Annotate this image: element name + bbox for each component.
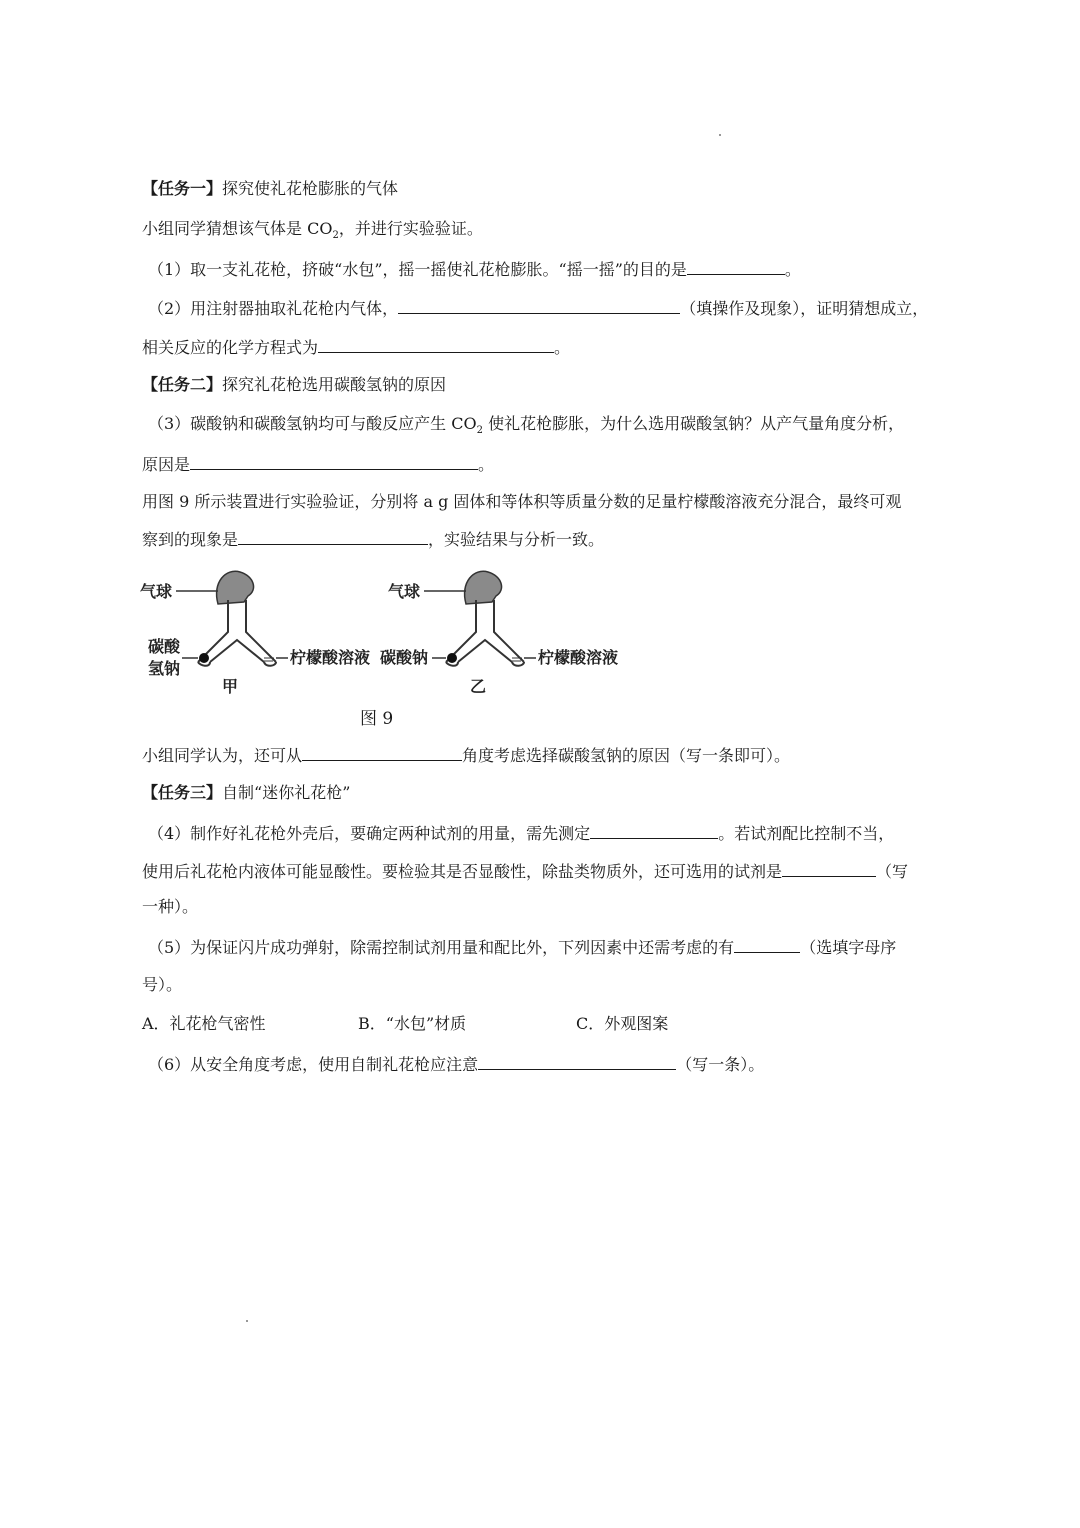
question-2-text: （2）用注射器抽取礼花枪内气体， xyxy=(148,299,399,318)
question-4-text-end: 。若试剂配比控制不当， xyxy=(718,824,895,843)
task1-heading-line xyxy=(142,179,398,199)
punct: 。 xyxy=(478,455,495,474)
question-6-text-end: （写一条）。 xyxy=(676,1055,765,1074)
question-3 xyxy=(148,414,904,441)
question-6 xyxy=(148,1053,764,1075)
task3-heading: 【任务三】 xyxy=(142,783,223,802)
question-3-text-end: 使礼花枪膨胀，为什么选用碳酸氢钠？从产气量角度分析， xyxy=(483,414,905,433)
answer-blank-q5[interactable] xyxy=(734,936,800,953)
question-2-line2 xyxy=(142,336,570,358)
solution-label: 柠檬酸溶液 xyxy=(538,648,619,667)
apparatus-label-jia: 甲 xyxy=(222,677,239,696)
balloon-shape xyxy=(465,571,502,604)
task2-heading-line xyxy=(142,375,446,395)
task3-heading-line xyxy=(142,783,350,803)
question-1 xyxy=(148,258,801,280)
question-5-text-end: （选填字母序 xyxy=(800,938,897,957)
after-figure-text: 小组同学认为，还可从 xyxy=(142,746,303,765)
solid-label-line1: 碳酸 xyxy=(148,637,181,656)
question-5 xyxy=(148,936,896,958)
tube-bottom-right xyxy=(264,662,276,666)
experiment-line1: 用图 9 所示装置进行实验验证，分别将 a g 固体和等体积等质量分数的足量柠檬酸溶液充分混合，最终可观 xyxy=(142,492,902,511)
apparatus-right xyxy=(380,571,618,696)
apparatus-label-yi: 乙 xyxy=(470,677,487,696)
answer-blank-q2-operation[interactable] xyxy=(398,297,680,314)
tube-bottom-right xyxy=(512,662,524,666)
after-figure-line xyxy=(142,744,790,766)
intro-text: 小组同学猜想该气体是 CO xyxy=(142,219,333,238)
question-4 xyxy=(148,822,894,844)
question-4-line2-text: 使用后礼花枪内液体可能显酸性。要检验其是否显酸性，除盐类物质外，还可选用的试剂是 xyxy=(142,862,783,881)
after-figure-text-end: 角度考虑选择碳酸氢钠的原因（写一条即可）。 xyxy=(462,746,791,765)
punct: 。 xyxy=(554,338,571,357)
question-6-text: （6）从安全角度考虑，使用自制礼花枪应注意 xyxy=(148,1055,479,1074)
balloon-label: 气球 xyxy=(140,582,173,601)
task1-intro xyxy=(142,219,483,246)
scan-speck xyxy=(719,134,721,136)
answer-blank-q4-reagent[interactable] xyxy=(782,860,876,877)
task2-title: 探究礼花枪选用碳酸氢钠的原因 xyxy=(222,375,447,394)
solid-label: 碳酸钠 xyxy=(380,648,429,667)
answer-blank-q1[interactable] xyxy=(687,258,785,275)
y-tube xyxy=(198,600,276,662)
experiment-line2-text-end: ，实验结果与分析一致。 xyxy=(428,530,605,549)
intro-text-end: ，并进行实验验证。 xyxy=(338,219,483,238)
solution-label: 柠檬酸溶液 xyxy=(290,648,371,667)
option-a: A．礼花枪气密性 xyxy=(142,1014,266,1033)
balloon-label: 气球 xyxy=(388,582,421,601)
solid-reagent xyxy=(447,653,457,663)
solid-reagent xyxy=(199,653,209,663)
option-b: B．“水包”材质 xyxy=(358,1014,467,1033)
question-2-text-end: （填操作及现象），证明猜想成立， xyxy=(680,299,929,318)
y-tube xyxy=(446,600,524,662)
question-3-text: （3）碳酸钠和碳酸氢钠均可与酸反应产生 CO xyxy=(148,414,477,433)
punct: 。 xyxy=(784,260,801,279)
subscript: 2 xyxy=(476,425,484,437)
answer-blank-q2-equation[interactable] xyxy=(318,336,554,353)
question-2 xyxy=(148,297,928,319)
answer-blank-q6[interactable] xyxy=(478,1053,676,1070)
answer-blank-angle[interactable] xyxy=(302,744,462,761)
option-c: C．外观图案 xyxy=(576,1014,669,1033)
question-5-line2: 号）。 xyxy=(142,975,183,994)
question-3-line2-text: 原因是 xyxy=(142,455,191,474)
question-2-line2-text: 相关反应的化学方程式为 xyxy=(142,338,319,357)
question-5-text: （5）为保证闪片成功弹射，除需控制试剂用量和配比外，下列因素中还需考虑的有 xyxy=(148,938,735,957)
subscript: 2 xyxy=(332,230,339,242)
answer-blank-q4-measure[interactable] xyxy=(590,822,718,839)
question-1-text: （1）取一支礼花枪，挤破“水包”，摇一摇使礼花枪膨胀。“摇一摇”的目的是 xyxy=(148,260,687,279)
apparatus-left xyxy=(140,571,370,696)
answer-blank-q3[interactable] xyxy=(190,453,478,470)
question-4-line3: 一种）。 xyxy=(142,897,199,916)
task1-heading: 【任务一】 xyxy=(142,179,223,198)
scan-speck xyxy=(246,1320,248,1322)
experiment-line2-text: 察到的现象是 xyxy=(142,530,239,549)
question-4-line2-text-end: （写 xyxy=(876,862,909,881)
figure-caption: 图 9 xyxy=(360,709,394,729)
experiment-line2 xyxy=(142,528,604,550)
task3-title: 自制“迷你礼花枪” xyxy=(222,783,351,802)
question-3-line2 xyxy=(142,453,494,475)
question-4-text: （4）制作好礼花枪外壳后，要确定两种试剂的用量，需先测定 xyxy=(148,824,591,843)
answer-blank-phenomenon[interactable] xyxy=(238,528,428,545)
task1-title: 探究使礼花枪膨胀的气体 xyxy=(222,179,399,198)
solid-label-line2: 氢钠 xyxy=(148,659,181,678)
balloon-shape xyxy=(217,571,254,604)
task2-heading: 【任务二】 xyxy=(142,375,223,394)
question-4-line2 xyxy=(142,860,908,882)
figure-9-apparatus xyxy=(140,566,620,726)
